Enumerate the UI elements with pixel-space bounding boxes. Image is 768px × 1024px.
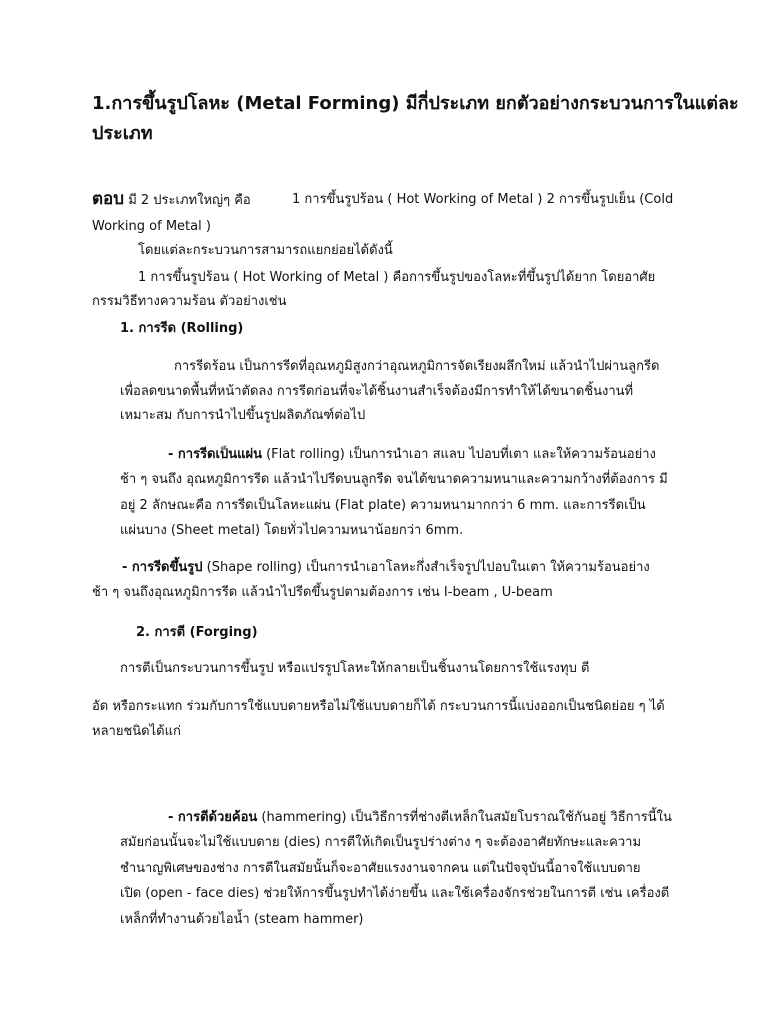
answer-intro: มี 2 ประเภทใหญ่ๆ คือ (128, 193, 251, 208)
hammering-line-1 (168, 808, 672, 828)
flat-rolling-line-3: อยู่ 2 ลักษณะคือ การรีดเป็นโลหะแผ่น (Flat plate) ความหนามากกว่า 6 mm. และการรีดเป็น (120, 498, 646, 513)
question-title-line-2: ประเภท (92, 123, 153, 144)
flat-rolling-term: - การรีดเป็นแผ่น (168, 447, 262, 462)
answer-line-2: Working of Metal ) (92, 219, 211, 234)
flat-rolling-line-1 (168, 445, 656, 465)
forging-paragraph-line-3: หลายชนิดได้แก่ (92, 724, 181, 739)
question-title-line-1: 1.การขึ้นรูปโลหะ (Metal Forming) มีกี่ประเภท ยกตัวอย่างกระบวนการในแต่ละ (92, 93, 739, 114)
answer-types-text: 1 การขึ้นรูปร้อน ( Hot Working of Metal ) 2 การขึ้นรูปเย็น (Cold (292, 192, 674, 207)
answer-label: ตอบ (92, 189, 125, 209)
forging-paragraph-line-2: อัด หรือกระแทก ร่วมกับการใช้แบบดายหรือไม่ใช้แบบดายก็ได้ กระบวนการนี้แบ่งออกเป็นชนิดย่อย ๆ ได้ (92, 699, 665, 714)
shape-rolling-term: - การรีดขึ้นรูป (122, 560, 203, 575)
forging-paragraph-line-1: การตีเป็นกระบวนการขึ้นรูป หรือแปรรูปโลหะให้กลายเป็นชิ้นงานโดยการใช้แรงทุบ ตี (120, 661, 590, 676)
answer-line-1 (92, 189, 251, 211)
rolling-paragraph-line-1: การรีดร้อน เป็นการรีดที่อุณหภูมิสูงกว่าอุณหภูมิการจัดเรียงผลึกใหม่ แล้วนำไปผ่านลูกรีด (174, 359, 660, 374)
hammering-desc: (hammering) เป็นวิธีการที่ช่างตีเหล็กในสมัยโบราณใช้กันอยู่ วิธีการนี้ใน (257, 810, 672, 825)
flat-rolling-line-2: ช้า ๆ จนถึง อุณหภูมิการรีด แล้วนำไปรีดบนลูกรีด จนได้ขนาดความหนาและความกว้างที่ต้องการ มี (120, 472, 668, 487)
rolling-paragraph-line-2: เพื่อลดขนาดพื้นที่หน้าตัดลง การรีดก่อนที่จะได้ชิ้นงานสำเร็จต้องมีการทำให้ได้ขนาดชิ้นงานที่ (120, 384, 634, 399)
rolling-paragraph-line-3: เหมาะสม กับการนำไปขึ้นรูปผลิตภัณฑ์ต่อไป (120, 408, 366, 423)
shape-rolling-line-1 (122, 558, 650, 578)
hammering-line-5: เหล็กที่ทำงานด้วยไอน้ำ (steam hammer) (120, 912, 364, 927)
rolling-heading: 1. การรีด (Rolling) (120, 321, 244, 336)
shape-rolling-line-2: ช้า ๆ จนถึงอุณหภูมิการรีด แล้วนำไปรีดขึ้นรูปตามต้องการ เช่น I-beam , U-beam (92, 585, 553, 600)
hammering-term: - การตีด้วยค้อน (168, 810, 258, 825)
hammering-line-3: ชำนาญพิเศษของช่าง การตีในสมัยนั้นก็จะอาศัยแรงงานจากคน แต่ในปัจจุบันนี้อาจใช้แบบดาย (120, 861, 641, 876)
hammering-line-4: เปิด (open - face dies) ช่วยให้การขึ้นรูปทำได้ง่ายขึ้น และใช้เครื่องจักรช่วยในการตี เช่น เครื่องตี (120, 886, 670, 901)
answer-line-3: โดยแต่ละกระบวนการสามารถแยกย่อยได้ดังนี้ (138, 243, 393, 258)
flat-rolling-line-4: แผ่นบาง (Sheet metal) โดยทั่วไปความหนาน้อยกว่า 6mm. (120, 523, 464, 538)
flat-rolling-desc: (Flat rolling) เป็นการนำเอา สแลบ ไปอบที่เตา และให้ความร้อนอย่าง (261, 447, 656, 462)
shape-rolling-desc: (Shape rolling) เป็นการนำเอาโลหะกึ่งสำเร็จรูปไปอบในเตา ให้ความร้อนอย่าง (202, 560, 650, 575)
answer-line-5: กรรมวิธีทางความร้อน ตัวอย่างเช่น (92, 294, 287, 309)
forging-heading: 2. การตี (Forging) (136, 625, 258, 640)
answer-line-4: 1 การขึ้นรูปร้อน ( Hot Working of Metal ) คือการขึ้นรูปของโลหะที่ขึ้นรูปได้ยาก โดยอาศัย (138, 270, 656, 285)
hammering-line-2: สมัยก่อนนั้นจะไม่ใช้แบบดาย (dies) การตีให้เกิดเป็นรูปร่างต่าง ๆ จะต้องอาศัยทักษะและความ (120, 835, 642, 850)
